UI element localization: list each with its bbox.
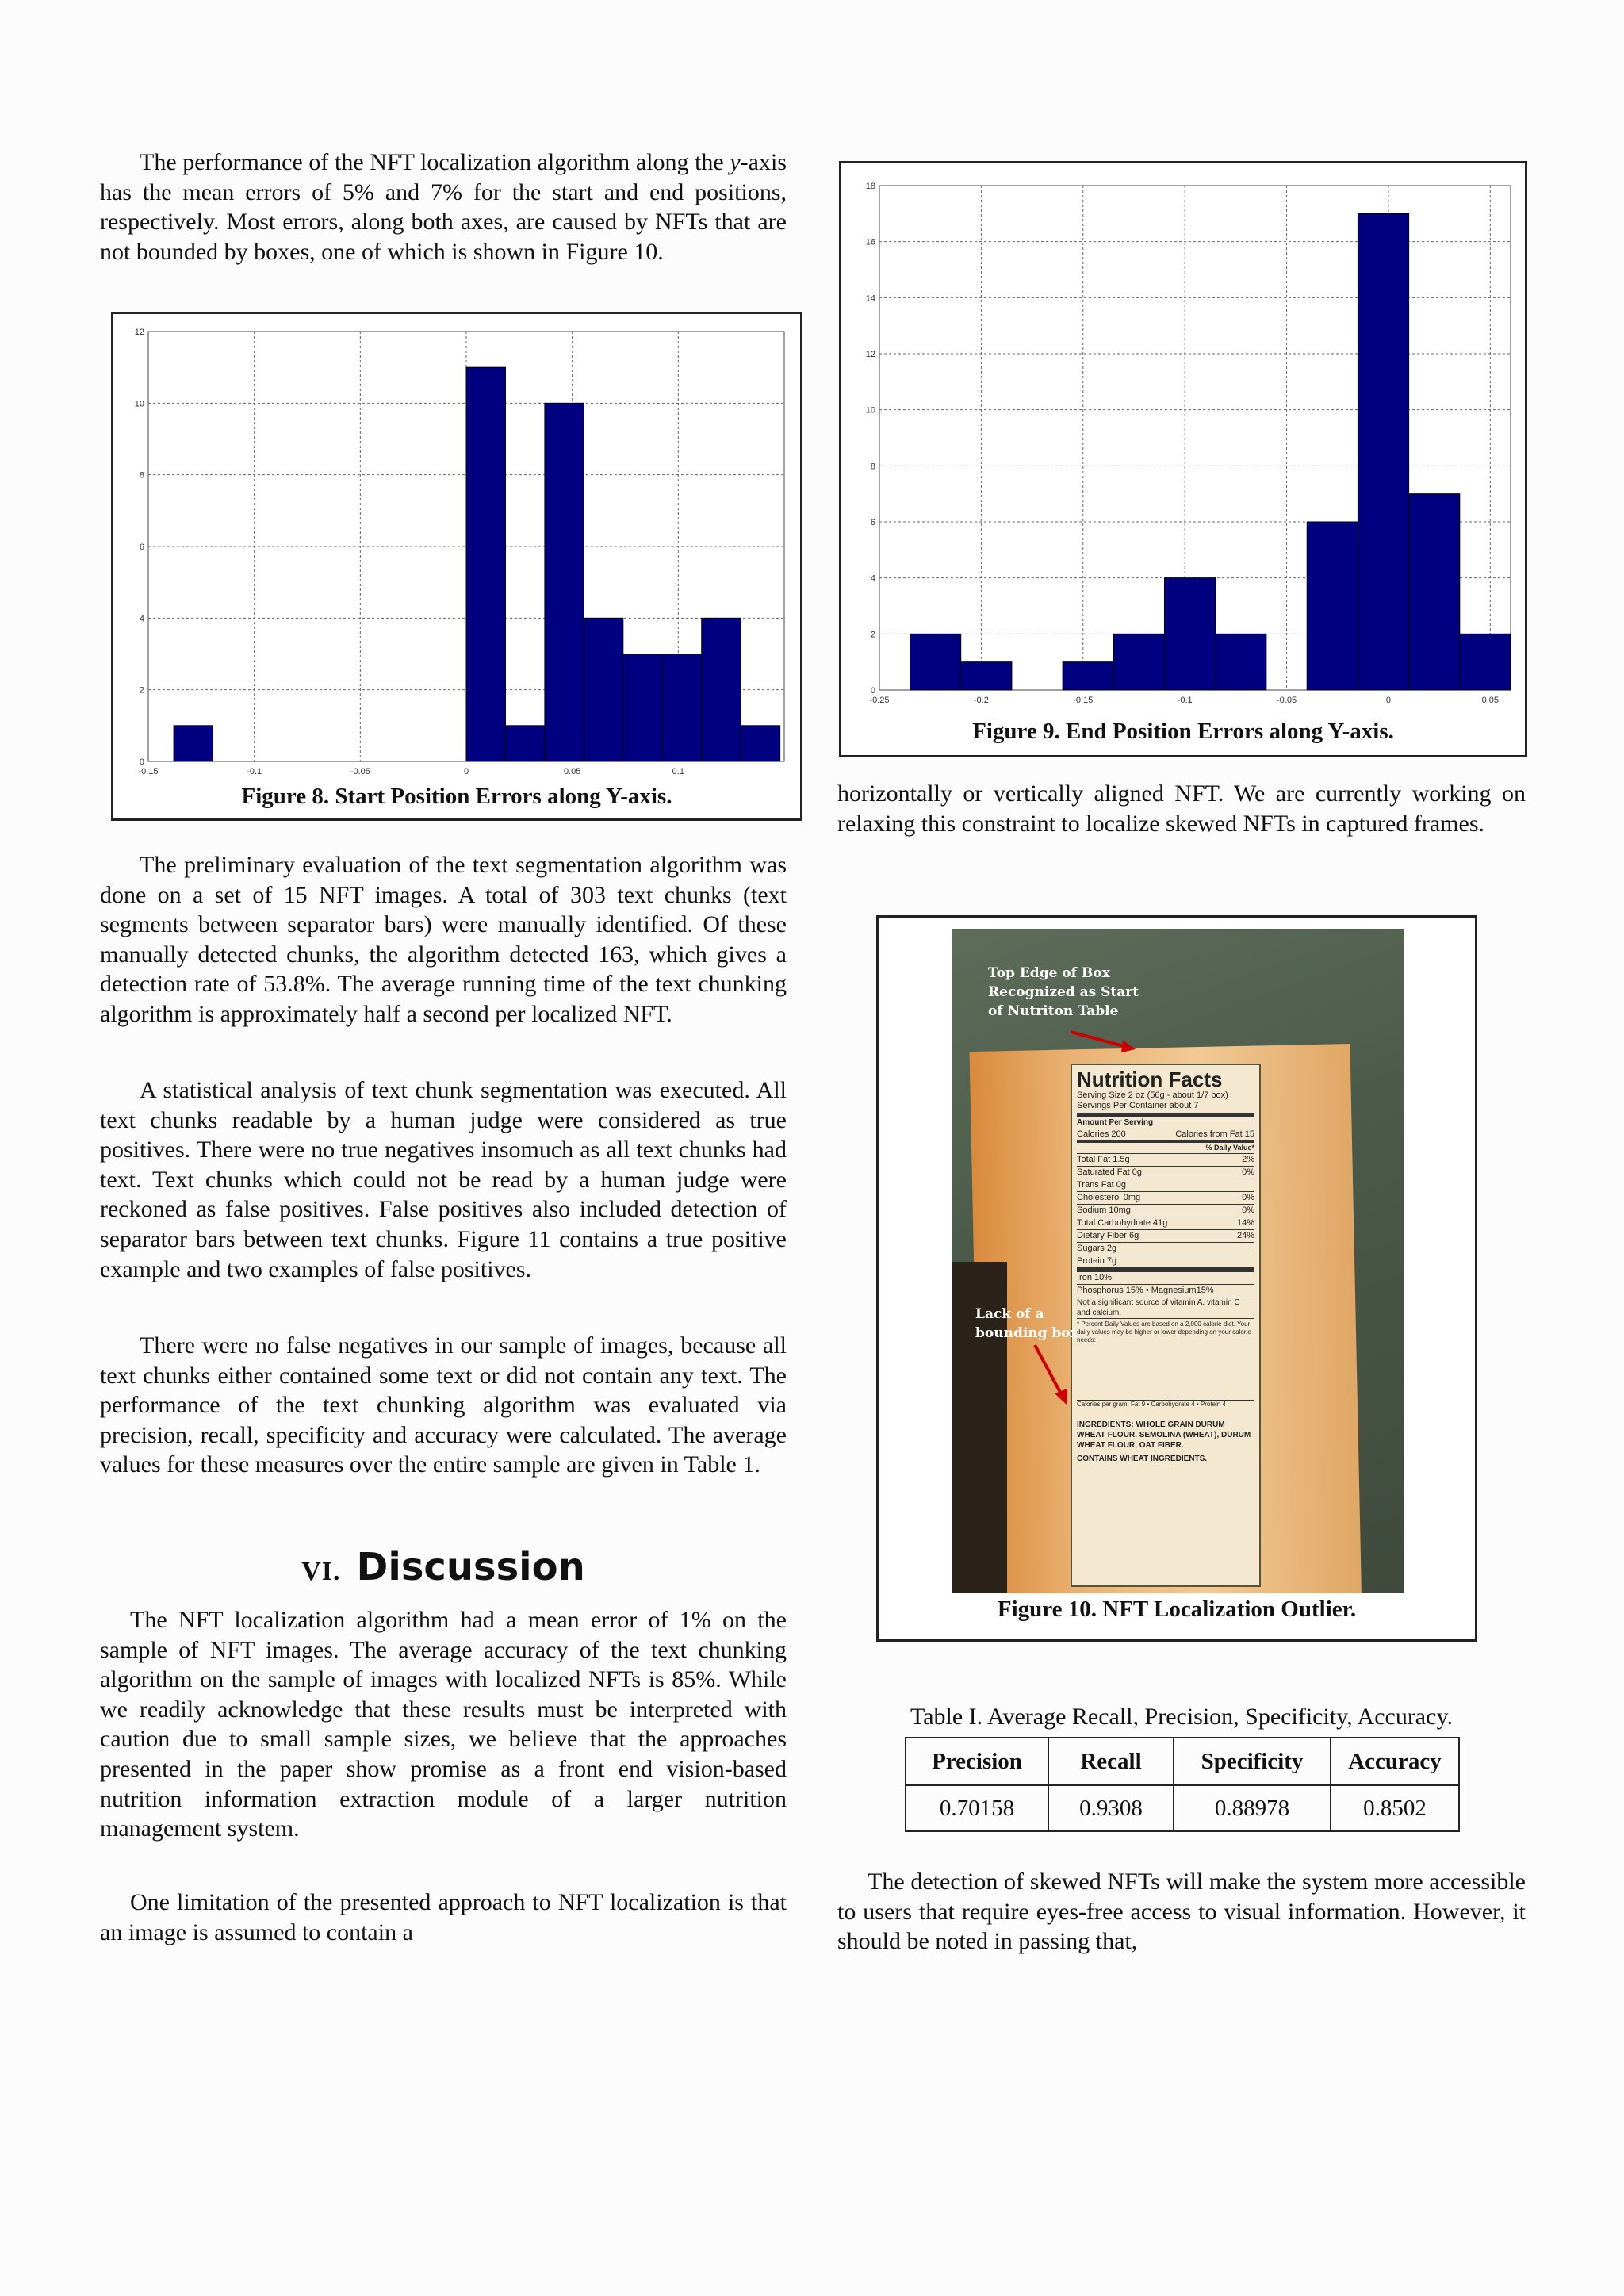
nutrition-row-label: Sugars 2g — [1077, 1244, 1117, 1253]
y-tick-label: 6 — [139, 542, 144, 552]
y-tick-label: 4 — [870, 573, 875, 584]
figure-10 — [876, 915, 1477, 1642]
histogram-bar — [545, 403, 584, 761]
histogram-bar — [174, 726, 213, 761]
annotation-top-line-3: of Nutriton Table — [988, 1003, 1119, 1019]
results-table-value-row — [906, 1785, 1459, 1831]
histogram-bar — [466, 367, 505, 761]
histogram-bar — [584, 618, 622, 761]
annotation-top-line-2: Recognized as Start — [988, 984, 1139, 1000]
figure-8 — [111, 312, 802, 821]
figure-8-caption: Figure 8. Start Position Errors along Y-axis. — [241, 784, 672, 809]
nutrition-row-label: Total Fat 1.5g — [1077, 1155, 1130, 1164]
table-caption: Table I. Average Recall, Precision, Specificity, Accuracy. — [910, 1704, 1453, 1730]
histogram-bar — [961, 662, 1012, 690]
paragraph-skewed-nft: The detection of skewed NFTs will make the system more accessible to users that require eyes-free access to visual information. However, it should be noted in passing that, — [837, 1869, 1526, 1955]
paragraph-aligned-nft: horizontally or vertically aligned NFT. We are currently working on relaxing this constraint to localize skewed NFTs in captured frames. — [837, 780, 1526, 837]
nutrition-calperg: Calories per gram: Fat 9 • Carbohydrate 4 • Protein 4 — [1077, 1400, 1254, 1409]
nutrition-row-dv: 2% — [1242, 1155, 1254, 1164]
nutrition-not-significant: Not a significant source of vitamin A, vitamin C and calcium. — [1077, 1297, 1254, 1319]
nutrition-row-dv: 0% — [1242, 1205, 1254, 1215]
figure-9 — [839, 161, 1527, 757]
x-tick-label: -0.25 — [869, 696, 890, 705]
annotation-bounding-box — [975, 1305, 1078, 1343]
y-tick-label: 12 — [865, 350, 875, 359]
x-tick-label: -0.1 — [247, 767, 262, 774]
nutrition-cal-fat: Calories from Fat 15 — [1175, 1129, 1254, 1139]
y-tick-label: 0 — [870, 686, 875, 696]
nutrition-row-label: Saturated Fat 0g — [1077, 1167, 1142, 1177]
histogram-bar — [662, 654, 701, 762]
histogram-bar — [1409, 494, 1460, 690]
histogram-bar — [623, 654, 662, 762]
y-tick-label: 8 — [139, 470, 144, 481]
nutrition-row-label: Sodium 10mg — [1077, 1205, 1131, 1215]
nutrition-amount: Amount Per Serving — [1077, 1118, 1154, 1127]
histogram-bar — [1164, 578, 1215, 690]
y-tick-label: 16 — [865, 237, 875, 247]
nutrition-row-label: Dietary Fiber 6g — [1077, 1231, 1139, 1240]
y-tick-label: 12 — [134, 328, 144, 337]
y-tick-label: 10 — [865, 405, 875, 416]
paragraph-discussion: The NFT localization algorithm had a mean error of 1% on the sample of NFT images. The average accuracy of the text chunking algorithm on the sample of images with localized NFTs is 85%. While we readily acknowledge that these results must be interpreted with caution due to small sample sizes, we believe that the approaches presented in the paper show promise as a front end vision-based nutrition information extraction module of a larger nutrition management system. — [100, 1607, 787, 1842]
histogram-bar — [1216, 634, 1266, 690]
italic-y: y — [730, 149, 741, 175]
section-number: VI. — [301, 1557, 341, 1586]
nutrition-photo — [952, 929, 1404, 1593]
paragraph-false-negatives: There were no false negatives in our sample of images, because all text chunks either contained some text or did not contain any text. The performance of the text chunking algorithm was evaluated via precision, recall, specificity and accuracy were calculated. The average values for these measures over the entire sample are given in Table 1. — [100, 1332, 787, 1478]
nutrition-phos: Phosphorus 15% • Magnesium15% — [1077, 1284, 1254, 1297]
x-tick-label: 0 — [463, 767, 469, 774]
x-tick-label: 0 — [1385, 696, 1391, 705]
header-recall: Recall — [1048, 1738, 1174, 1785]
histogram-bar — [910, 634, 961, 690]
x-tick-label: -0.2 — [973, 696, 989, 705]
nutrition-calories: Calories 200 — [1077, 1129, 1126, 1139]
histogram-bar — [1113, 634, 1164, 690]
x-tick-label: -0.05 — [350, 767, 370, 774]
nutrition-contains: CONTAINS WHEAT INGREDIENTS. — [1077, 1455, 1208, 1463]
histogram-bar — [741, 726, 779, 761]
y-tick-label: 10 — [134, 399, 144, 409]
histogram-bar — [702, 618, 741, 761]
y-tick-label: 6 — [870, 518, 875, 527]
x-tick-label: -0.15 — [138, 767, 159, 774]
nutrition-row-label: Cholesterol 0mg — [1077, 1193, 1141, 1202]
x-tick-label: 0.1 — [672, 767, 684, 774]
histogram-bar — [1063, 662, 1113, 690]
nutrition-row-dv: 24% — [1236, 1231, 1254, 1240]
y-tick-label: 4 — [139, 614, 144, 624]
nutrition-row-label: Trans Fat 0g — [1077, 1180, 1126, 1190]
x-tick-label: 0.05 — [563, 767, 581, 774]
annotation-bottom-line-2: bounding box — [975, 1325, 1078, 1341]
nutrition-row-label: Protein 7g — [1077, 1256, 1117, 1266]
value-accuracy: 0.8502 — [1331, 1785, 1459, 1831]
header-specificity: Specificity — [1174, 1738, 1331, 1785]
figure-9-caption: Figure 9. End Position Errors along Y-axis. — [972, 719, 1394, 744]
histogram-bar — [1358, 213, 1408, 690]
header-precision: Precision — [906, 1738, 1048, 1785]
nutrition-title: Nutrition Facts — [1077, 1068, 1223, 1091]
y-tick-label: 2 — [870, 630, 875, 640]
y-tick-label: 18 — [865, 182, 875, 191]
results-table-header-row — [906, 1738, 1459, 1785]
figure-10-caption: Figure 10. NFT Localization Outlier. — [997, 1596, 1357, 1622]
value-specificity: 0.88978 — [1174, 1785, 1331, 1831]
paragraph-statistical-analysis: A statistical analysis of text chunk segmentation was executed. All text chunks readable by a human judge were considered as true positives. There were no true negatives insomuch as all text chunks had text. Text chunks which could not be read by a human judge were reckoned as false positives. False positives also included detection of separator bars between text chunks. Figure 11 contains a true positive example and two examples of false positives. — [100, 1077, 787, 1282]
histogram-bar — [1460, 634, 1511, 690]
nutrition-iron: Iron 10% — [1077, 1268, 1254, 1284]
y-tick-label: 14 — [865, 293, 875, 304]
y-tick-label: 0 — [139, 757, 144, 767]
annotation-bottom-line-1: Lack of a — [975, 1306, 1044, 1322]
nutrition-row-dv: 0% — [1242, 1167, 1254, 1177]
paragraph-yaxis-performance: The performance of the NFT localization algorithm along the y-axis has the mean errors of 5% and 7% for the start and end positions, respectively. Most errors, along both axes, are caused by NFTs that are not bounded by boxes, one of which is shown in Figure 10. — [100, 149, 787, 265]
nutrition-row-label: Total Carbohydrate 41g — [1077, 1218, 1168, 1228]
x-tick-label: -0.15 — [1073, 696, 1094, 705]
figure-8-chart — [113, 314, 800, 774]
annotation-top-line-1: Top Edge of Box — [988, 965, 1110, 981]
histogram-bar — [1307, 522, 1358, 690]
header-accuracy: Accuracy — [1331, 1738, 1459, 1785]
y-tick-label: 8 — [870, 462, 875, 472]
nutrition-footnote: * Percent Daily Values are based on a 2,000 calorie diet. Your daily values may be higher or lower depending on your calorie needs: — [1077, 1320, 1251, 1343]
x-tick-label: 0.05 — [1481, 696, 1500, 705]
paragraph-text-segmentation: The preliminary evaluation of the text segmentation algorithm was done on a set of 15 NFT images. A total of 303 text chunks (text segments between separator bars) were manually identified. Of these manually detected chunks, the algorithm detected 163, which gives a detection rate of 53.8%. The average running time of the text chunking algorithm is approximately half a second per localized NFT. — [100, 852, 787, 1027]
figure-9-chart — [841, 163, 1525, 719]
nutrition-dv-header: % Daily Value* — [1077, 1143, 1254, 1154]
nutrition-servings: Servings Per Container about 7 — [1077, 1101, 1254, 1117]
nutrition-row-dv: 0% — [1242, 1193, 1254, 1202]
section-title: Discussion — [356, 1545, 585, 1589]
value-recall: 0.9308 — [1048, 1785, 1174, 1831]
nutrition-serving: Serving Size 2 oz (56g - about 1/7 box) — [1077, 1091, 1228, 1100]
section-heading-discussion — [100, 1545, 787, 1589]
paragraph-limitation: One limitation of the presented approach to NFT localization is that an image is assumed to contain a — [100, 1889, 787, 1945]
x-tick-label: -0.1 — [1177, 696, 1193, 705]
nutrition-ingredients: INGREDIENTS: WHOLE GRAIN DURUM WHEAT FLOUR, SEMOLINA (WHEAT), DURUM WHEAT FLOUR, OAT FIBER. — [1077, 1420, 1251, 1450]
results-table — [905, 1737, 1460, 1832]
y-tick-label: 2 — [139, 685, 144, 696]
histogram-bar — [505, 726, 544, 761]
value-precision: 0.70158 — [906, 1785, 1048, 1831]
annotation-arrow-top — [952, 929, 1404, 1593]
x-tick-label: -0.05 — [1277, 696, 1297, 705]
nutrition-row-dv: 14% — [1236, 1218, 1254, 1228]
